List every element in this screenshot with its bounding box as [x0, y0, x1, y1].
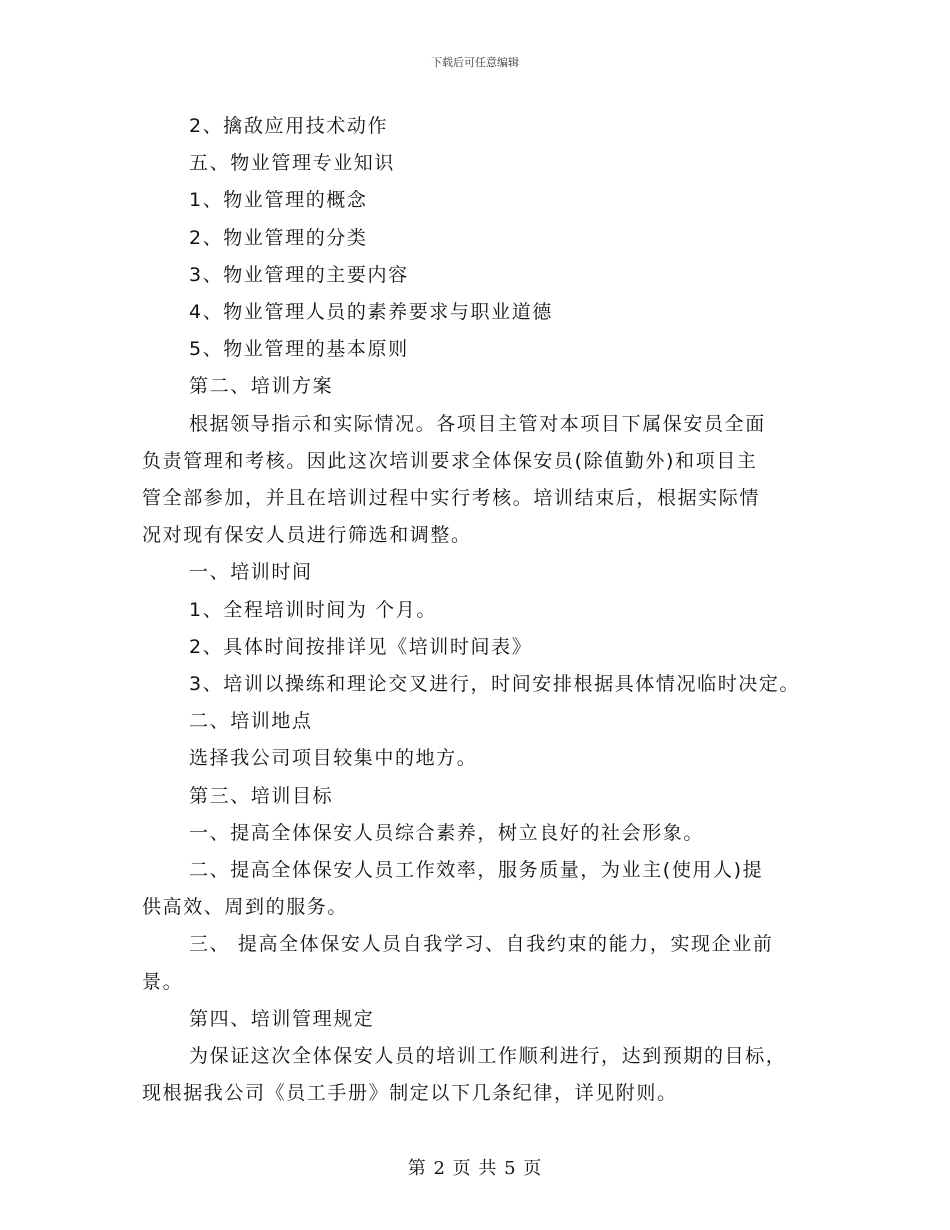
list-item: 2、擒敌应用技术动作 [189, 115, 389, 137]
section-heading: 二、培训地点 [189, 710, 313, 733]
list-item: 三、 提高全体保安人员自我学习、自我约束的能力，实现企业前 [189, 933, 774, 956]
paragraph-line: 供高效、周到的服务。 [142, 896, 349, 919]
list-item: 4、物业管理人员的素养要求与职业道德 [189, 301, 553, 324]
list-item: 二、提高全体保安人员工作效率，服务质量，为业主(使用人)提 [189, 859, 764, 882]
paragraph-line: 景。 [142, 970, 184, 993]
list-item: 一、提高全体保安人员综合素养，树立良好的社会形象。 [189, 821, 705, 844]
section-heading: 第二、培训方案 [189, 375, 334, 398]
section-heading: 五、物业管理专业知识 [189, 152, 396, 175]
list-item: 1、全程培训时间为 个月。 [189, 598, 437, 621]
page-number-footer: 第 2 页 共 5 页 [407, 1158, 543, 1179]
list-item: 5、物业管理的基本原则 [189, 338, 409, 361]
paragraph-line: 管全部参加，并且在培训过程中实行考核。培训结束后，根据实际情 [142, 487, 761, 510]
paragraph-line: 况对现有保安人员进行筛选和调整。 [142, 524, 472, 547]
paragraph-line: 现根据我公司《员工手册》制定以下几条纪律，详见附则。 [142, 1082, 678, 1105]
section-heading: 第四、培训管理规定 [189, 1007, 375, 1030]
paragraph-line: 根据领导指示和实际情况。各项目主管对本项目下属保安员全面 [189, 412, 766, 435]
list-item: 3、培训以操练和理论交叉进行，时间安排根据具体情况临时决定。 [189, 673, 801, 696]
list-item: 1、物业管理的概念 [189, 189, 368, 212]
section-heading: 第三、培训目标 [189, 784, 334, 807]
paragraph-line: 选择我公司项目较集中的地方。 [189, 747, 478, 770]
list-item: 2、物业管理的分类 [189, 226, 368, 249]
page-header-note: 下载后可任意编辑 [431, 56, 519, 69]
paragraph-line: 为保证这次全体保安人员的培训工作顺利进行，达到预期的目标， [189, 1045, 787, 1068]
document-body [142, 108, 810, 1112]
list-item: 3、物业管理的主要内容 [189, 263, 409, 286]
list-item: 2、具体时间按排详见《培训时间表》 [189, 635, 533, 658]
paragraph-line: 负责管理和考核。因此这次培训要求全体保安员(除值勤外)和项目主 [142, 449, 758, 472]
section-heading: 一、培训时间 [189, 561, 313, 584]
